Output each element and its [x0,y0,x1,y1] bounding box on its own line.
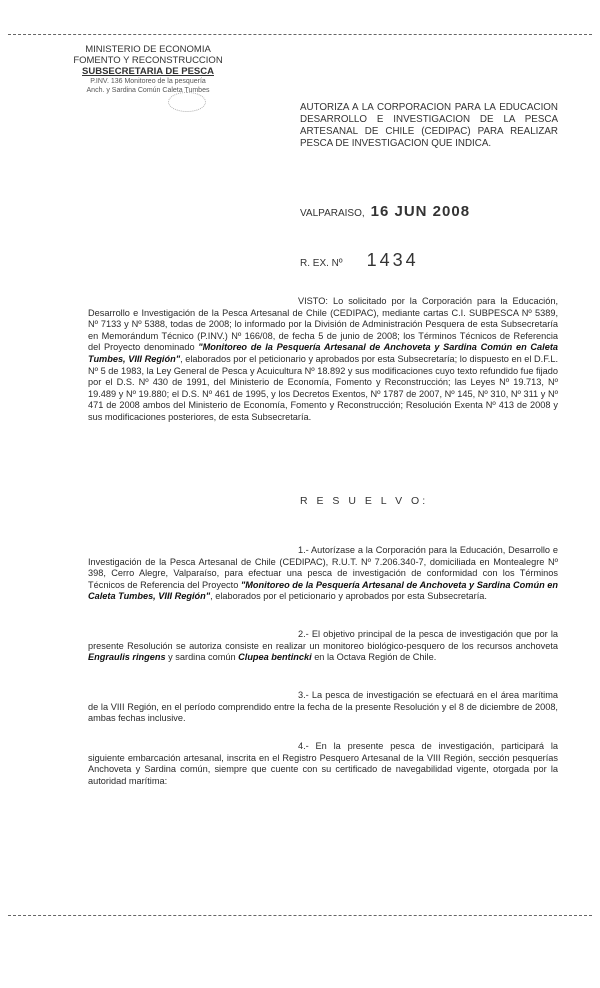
species-clupea: Clupea bentincki [238,652,312,663]
place-city: VALPARAISO, [300,208,365,219]
item1-project-title: "Monitoreo de la Pesquería Artesanal de Anchoveta y Sardina Común en Caleta Tumbes, VIII Región" [88,579,558,602]
species-engraulis: Engraulis ringens [88,652,166,663]
place-date [300,203,470,220]
letterhead-subsecretaria: SUBSECRETARIA DE PESCA [82,66,214,77]
visto-lead: VISTO: [298,296,328,306]
office-stamp-mark [168,92,206,112]
bottom-dashed-rule [8,915,592,916]
letterhead-ref-1: P.INV. 136 Monitoreo de la pesquería [90,78,206,85]
letterhead-ref-2: Anch. y Sardina Común Caleta Tumbes [86,87,210,94]
top-dashed-rule [8,34,592,35]
stamped-date: 16 JUN 2008 [370,203,471,220]
resolution-number [300,250,419,271]
rex-label: R. EX. Nº [300,258,343,269]
letterhead [48,44,248,95]
visto-paragraph: VISTO: Lo solicitado por la Corporación para la Educación, Desarrollo e Investigación de la Pesca Artesanal de Chile (CEDIPAC), mediante cartas C.I. SUBPESCA Nº 5389, Nº 7133 y Nº 5388, todas de 2008; lo informado por la División de Administración Pesquera de esta Subsecretaría en Memorándum Técnico (P.INV.) Nº 166/08, de fecha 5 de junio de 2008; los Términos Técnicos de Referencia del Proyecto denominado "Monitoreo de la Pesquería Artesanal de Anchoveta y Sardina Común en Caleta Tumbes, VIII Región", elaborados por el peticionario y aprobados por esta Subsecretaría; lo dispuesto en el D.F.L. Nº 5 de 1983, la Ley General de Pesca y Acuicultura Nº 18.892 y sus modificaciones cuyo texto refundido fue fijado por el D.S. Nº 430 de 1991, del Ministerio de Economía, Fomento y Reconstrucción; las Leyes Nº 19.713, Nº 19.489 y Nº 19.880; el D.S. Nº 461 de 1995, y los Decretos Exentos, Nº 1787 de 2007, Nº 145, Nº 310, Nº 311 y Nº 471 de 2008 ambos del Ministerio de Economía, Fomento y Reconstrucción; Resolución Exenta Nº 413 de 2008 y sus modificaciones posteriores, de esta Subsecretaría. [88,296,559,422]
visto-project-title: "Monitoreo de la Pesquería Artesanal de Anchoveta y Sardina Común en Caleta Tumbes, VIII Región" [88,342,558,364]
letterhead-ministry: MINISTERIO DE ECONOMIA [85,44,211,55]
resolution-subject: AUTORIZA A LA CORPORACION PARA LA EDUCACION DESARROLLO E INVESTIGACION DE LA PESCA ARTESANAL DE CHILE (CEDIPAC) PARA REALIZAR PESCA DE INVESTIGACION QUE INDICA. [300,102,558,149]
rex-number: 1434 [366,250,419,270]
resuelvo-heading: R E S U E L V O: [300,495,429,507]
item-2: 2.- El objetivo principal de la pesca de investigación que por la presente Resolución se autoriza consiste en realizar un monitoreo biológico-pesquero de los recursos anchoveta Engraulis ringens y sardina común Clupea bentincki en la Octava Región de Chile. [88,629,558,663]
letterhead-ministry-2: FOMENTO Y RECONSTRUCCION [73,55,223,66]
item-3: 3.- La pesca de investigación se efectuará en el área marítima de la VIII Región, en el período comprendido entre la fecha de la presente Resolución y el 8 de diciembre de 2008, ambas fechas inclusive. [88,690,558,724]
item-1: 1.- Autorízase a la Corporación para la Educación, Desarrollo e Investigación de la Pesca Artesanal de Chile (CEDIPAC), R.U.T. Nº 7.206.340-7, domiciliada en Montealegre Nº 398, Cerro Alegre, Valparaíso, para efectuar una pesca de investigación de conformidad con los Términos Técnicos de Referencia del Proyecto "Monitoreo de la Pesquería Artesanal de Anchoveta y Sardina Común en Caleta Tumbes, VIII Región", elaborados por el peticionario y aprobados por esta Subsecretaría. [88,545,558,602]
item-4: 4.- En la presente pesca de investigación, participará la siguiente embarcación artesanal, inscrita en el Registro Pesquero Artesanal de la VIII Región, sección pesquerías Anchoveta y Sardina común, siempre que cuente con su certificado de navegabilidad vigente, otorgada por la autoridad marítima: [88,741,558,786]
